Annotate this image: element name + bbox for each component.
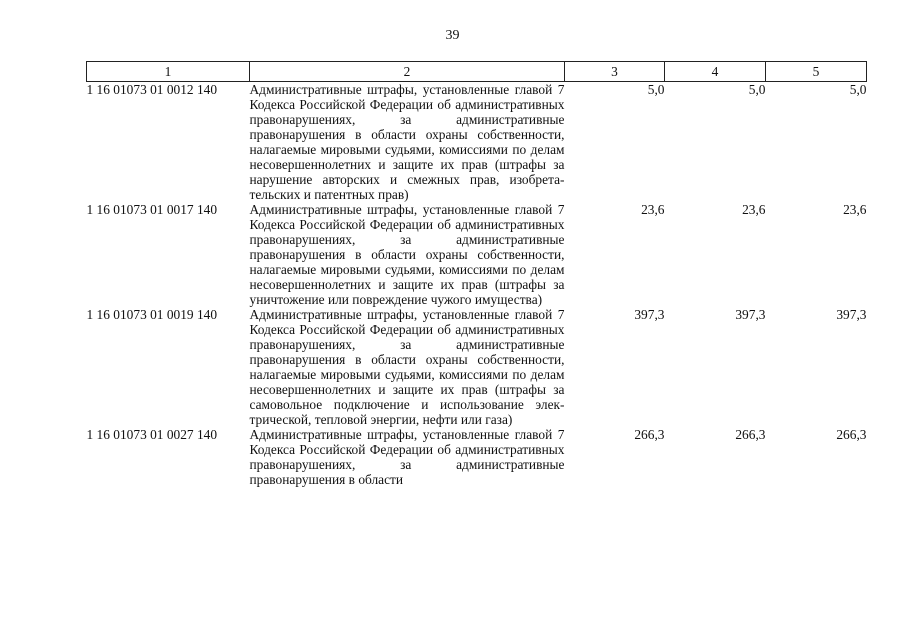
row-code: 1 16 01073 01 0012 140 <box>86 82 218 97</box>
row-description: Административные штрафы, установленные главой 7 Кодекса Российской Федерации об административных правонарушениях, за административные правонарушения в области охраны собственности, налагаемые мировыми судьями, комиссиями по делам несовершеннолетних и защите их прав (штрафы за уничтожение или повреждение чужого имущества) <box>249 202 565 307</box>
row-value-3: 5,0 <box>647 82 665 97</box>
row-code: 1 16 01073 01 0019 140 <box>86 307 218 322</box>
column-header-1: 1 <box>87 62 250 82</box>
row-value-5: 397,3 <box>836 307 867 322</box>
header-row <box>87 62 867 82</box>
row-code: 1 16 01073 01 0017 140 <box>86 202 218 217</box>
row-description: Административные штрафы, установленные главой 7 Кодекса Российской Федерации об административных правонарушениях, за административные правонарушения в области <box>249 427 565 487</box>
page-number: 39 <box>445 28 460 43</box>
row-value-3: 266,3 <box>634 427 665 442</box>
row-value-4: 397,3 <box>735 307 766 322</box>
table-row <box>87 82 867 203</box>
table-row <box>87 202 867 307</box>
row-value-5: 5,0 <box>849 82 867 97</box>
row-code: 1 16 01073 01 0027 140 <box>86 427 218 442</box>
row-value-3: 23,6 <box>641 202 665 217</box>
column-header-5: 5 <box>766 62 867 82</box>
row-value-3: 397,3 <box>634 307 665 322</box>
row-value-4: 23,6 <box>742 202 766 217</box>
table-row <box>87 427 867 487</box>
column-header-4: 4 <box>665 62 766 82</box>
table-row <box>87 307 867 427</box>
row-value-5: 266,3 <box>836 427 867 442</box>
budget-table <box>86 61 867 487</box>
row-value-4: 5,0 <box>748 82 766 97</box>
column-header-3: 3 <box>565 62 665 82</box>
row-value-4: 266,3 <box>735 427 766 442</box>
row-description: Административные штрафы, установленные главой 7 Кодекса Российской Федерации об административных правонарушениях, за административные правонарушения в области охраны собственности, налагаемые мировыми судьями, комиссиями по делам несовершеннолетних и защите их прав (штрафы за нарушение авторских и смежных прав, изобретательских и патентных прав) <box>249 82 565 202</box>
column-header-2: 2 <box>250 62 565 82</box>
row-value-5: 23,6 <box>843 202 867 217</box>
row-description: Административные штрафы, установленные главой 7 Кодекса Российской Федерации об административных правонарушениях, за административные правонарушения в области охраны собственности, налагаемые мировыми судьями, комиссиями по делам несовершеннолетних и защите их прав (штрафы за самовольное подключение и использование электрической, тепловой энергии, нефти или газа) <box>249 307 565 427</box>
